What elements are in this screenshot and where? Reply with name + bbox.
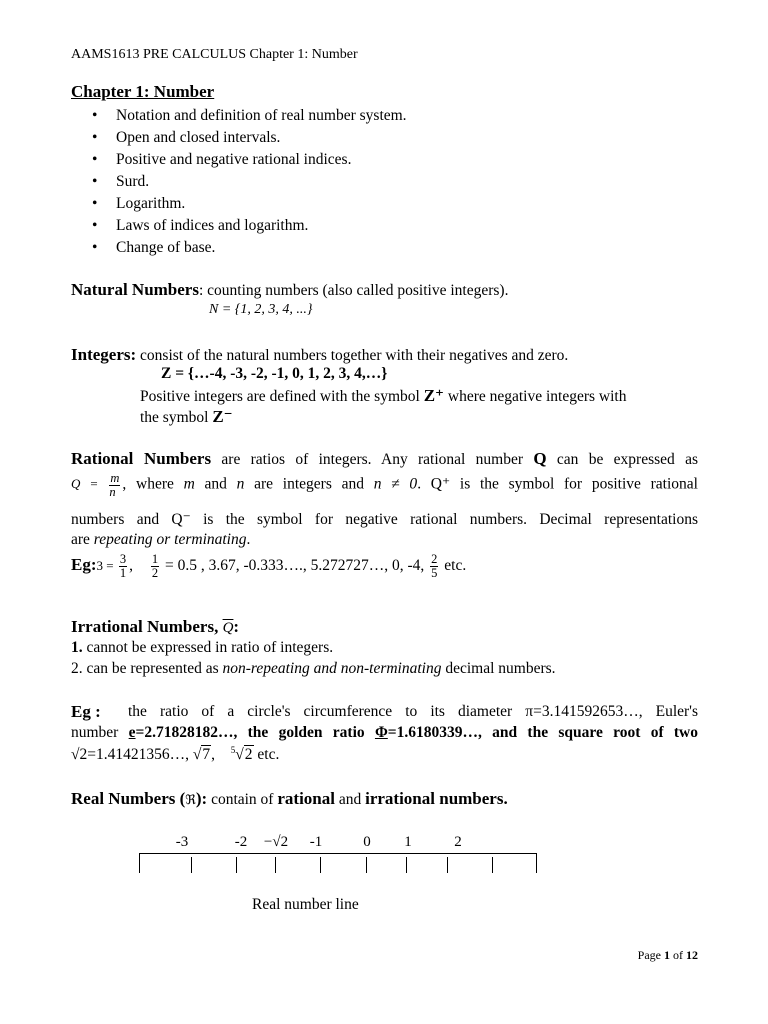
running-header: AAMS1613 PRE CALCULUS Chapter 1: Number (71, 47, 358, 62)
list-item: • Open and closed intervals. (92, 127, 407, 149)
number-line-tick (406, 857, 407, 873)
number-line-caption: Real number line (252, 896, 359, 913)
integers-note-line2: the symbol Z⁻ (140, 407, 233, 426)
bullet-icon: • (92, 217, 98, 234)
irrational-property-1: 1. cannot be expressed in ratio of integers. (71, 639, 334, 656)
number-line-tick (366, 857, 367, 873)
number-line-label: 0 (363, 834, 371, 850)
list-item: • Change of base. (92, 237, 407, 259)
rational-numbers-line1: Rational Numbers are ratios of integers. Any rational number Q can be expressed as (71, 449, 698, 468)
q-formula: Q = (71, 476, 108, 492)
list-item: • Notation and definition of real number system. (92, 105, 407, 127)
natural-numbers-set: N = {1, 2, 3, 4, ...} (209, 302, 313, 317)
bullet-icon: • (92, 129, 98, 146)
rational-numbers-term: Rational Numbers (71, 449, 212, 468)
number-line-tick (275, 857, 276, 873)
fifth-root-2: $^5$√2 (230, 745, 253, 764)
number-line-label: −√2 (263, 834, 289, 850)
integers-note-line1: Positive integers are defined with the symbol Z⁺ where negative integers with (140, 386, 627, 405)
real-symbol: ℜ (185, 792, 196, 807)
number-line-tick (536, 854, 537, 873)
rational-numbers-line2: Q = $\frac{m}{n}$ , where m and n are integers and n ≠ 0. Q⁺ is the symbol for positive rational (71, 471, 698, 499)
number-line-label: 1 (404, 834, 412, 850)
number-line-label: -3 (175, 834, 189, 850)
bullet-icon: • (92, 173, 98, 190)
bullet-icon: • (92, 151, 98, 168)
fraction-2-over-5: $\frac{2}{5}$ (431, 552, 438, 580)
bullet-icon: • (92, 239, 98, 256)
number-line-tick (191, 857, 192, 873)
chapter-title: Chapter 1: Number (71, 82, 215, 101)
list-item: • Laws of indices and logarithm. (92, 215, 407, 237)
z-minus-symbol: Z⁻ (212, 407, 233, 426)
rational-numbers-line4: are repeating or terminating. (71, 531, 251, 548)
sqrt-7: √7 (192, 746, 211, 764)
irrational-example-line2: number e=2.71828182…, the golden ratio Φ=1.6180339…, and the square root of two (71, 724, 698, 741)
m-over-n-fraction: $\frac{m}{n}$ (109, 471, 120, 499)
real-numbers-heading: Real Numbers (ℜ): contain of rational and irrational numbers. (71, 789, 508, 808)
number-line-axis (139, 853, 537, 854)
number-line-label: -1 (309, 834, 323, 850)
number-line-label: 2 (454, 834, 462, 850)
z-plus-symbol: Z⁺ (423, 386, 444, 405)
rational-numbers-line3: numbers and Q⁻ is the symbol for negative rational numbers. Decimal representations (71, 511, 698, 528)
irrational-property-2: 2. can be represented as non-repeating and non-terminating decimal numbers. (71, 660, 556, 677)
natural-numbers-term: Natural Numbers (71, 280, 199, 299)
integers-definition: Integers: consist of the natural numbers together with their negatives and zero. (71, 345, 569, 364)
number-line-label: -2 (234, 834, 248, 850)
rational-examples: Eg:3 = $\frac{3}{1}$ , $\frac{1}{2}$ = 0.5 , 3.67, -0.333…., 5.272727…, 0, -4, $\frac{2}{5}$ etc. (71, 552, 467, 580)
irrational-numbers-heading: Irrational Numbers, $\overline{Q}$: (71, 617, 240, 636)
topic-list (92, 105, 407, 259)
integers-set: Z = {…-4, -3, -2, -1, 0, 1, 2, 3, 4,…} (161, 365, 388, 382)
irrational-example-line1: the ratio of a circle's circumference to its diameter π=3.141592653…, Euler's (128, 703, 698, 720)
number-line-tick (492, 857, 493, 873)
irrational-example-line3: √2=1.41421356…, √7, $^5$√2 etc. (71, 745, 280, 764)
number-line-tick (447, 857, 448, 873)
list-item: • Positive and negative rational indices. (92, 149, 407, 171)
list-item: • Surd. (92, 171, 407, 193)
fraction-1-over-2: $\frac{1}{2}$ (151, 552, 159, 580)
bullet-icon: • (92, 195, 98, 212)
irrational-example-label: Eg : (71, 702, 101, 721)
number-line-tick (139, 854, 140, 873)
natural-numbers-definition: Natural Numbers: counting numbers (also called positive integers). (71, 280, 509, 299)
bullet-icon: • (92, 107, 98, 124)
q-bar-symbol: $\overline{Q}$ (222, 620, 234, 636)
list-item: • Logarithm. (92, 193, 407, 215)
integers-term: Integers: (71, 345, 137, 364)
page-number: Page 1 of 12 (637, 948, 698, 962)
fraction-3-over-1: $\frac{3}{1}$ (119, 552, 127, 580)
number-line-tick (236, 857, 237, 873)
example-label: Eg: (71, 555, 97, 575)
number-line-tick (320, 857, 321, 873)
